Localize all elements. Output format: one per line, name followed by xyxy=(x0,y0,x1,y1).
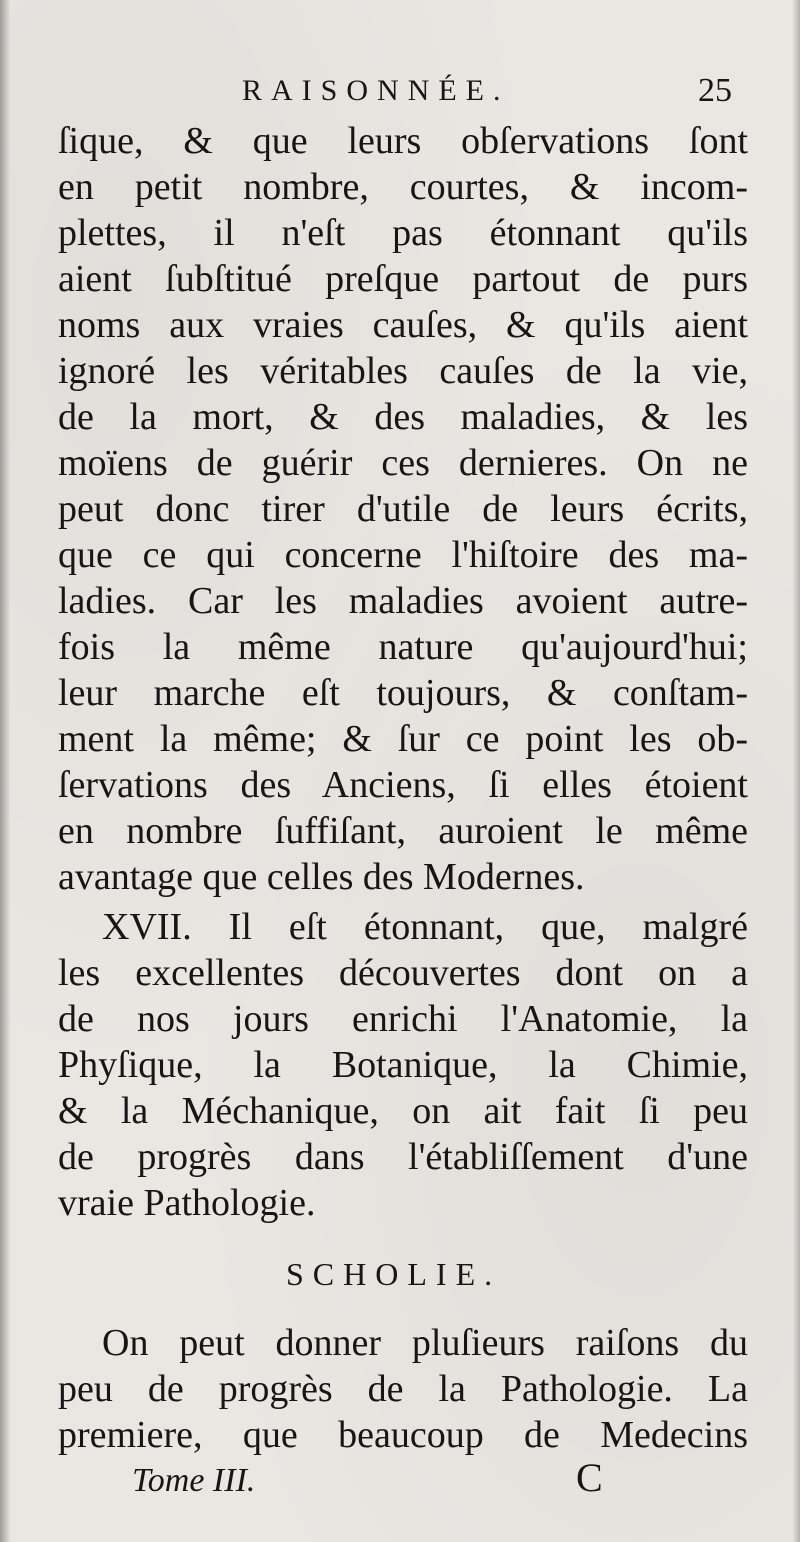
text-line: ladies. Car les maladies avoient autre- xyxy=(58,580,748,622)
signature-mark: C xyxy=(576,1455,603,1500)
text-line: Phyſique, la Botanique, la Chimie, xyxy=(58,1044,748,1086)
text-line: ment la même; & ſur ce point les ob- xyxy=(58,718,748,760)
text-line: fois la même nature qu'aujourd'hui; xyxy=(58,626,748,668)
text-line: ſique, & que leurs obſervations ſont xyxy=(58,120,748,162)
volume-footer: Tome III. xyxy=(132,1462,256,1499)
page-left-edge xyxy=(0,0,10,1542)
text-line: moïens de guérir ces dernieres. On ne xyxy=(58,442,748,484)
text-line: vraie Pathologie. xyxy=(58,1182,316,1224)
scholie-opening-line: On peut donner pluſieurs raiſons du xyxy=(102,1322,748,1364)
text-line: ſervations des Anciens, ſi elles étoient xyxy=(58,764,748,806)
section-heading: SCHOLIE. xyxy=(286,1256,502,1292)
text-line: peu de progrès de la Pathologie. La xyxy=(58,1368,748,1410)
text-line: leur marche eſt toujours, & conſtam- xyxy=(58,672,748,714)
text-line: de nos jours enrichi l'Anatomie, la xyxy=(58,998,748,1040)
text-line: les excellentes découvertes dont on a xyxy=(58,952,748,994)
running-head: RAISONNÉE. xyxy=(242,74,510,107)
text-line: & la Méchanique, on ait fait ſi peu xyxy=(58,1090,748,1132)
text-line: en petit nombre, courtes, & incom- xyxy=(58,166,748,208)
text-line: peut donc tirer d'utile de leurs écrits, xyxy=(58,488,748,530)
text-line: noms aux vraies cauſes, & qu'ils aient xyxy=(58,304,748,346)
article-opening-line: XVII. Il eſt étonnant, que, malgré xyxy=(102,906,748,948)
text-line: que ce qui concerne l'hiſtoire des ma- xyxy=(58,534,748,576)
text-line: de progrès dans l'établiſſement d'une xyxy=(58,1136,748,1178)
page-number: 25 xyxy=(698,72,732,109)
text-line: de la mort, & des maladies, & les xyxy=(58,396,748,438)
page-right-edge xyxy=(792,0,800,1542)
text-line: premiere, que beaucoup de Medecins xyxy=(58,1414,748,1456)
text-line: en nombre ſuffiſant, auroient le même xyxy=(58,810,748,852)
text-line: aient ſubſtitué preſque partout de purs xyxy=(58,258,748,300)
text-line: ignoré les véritables cauſes de la vie, xyxy=(58,350,748,392)
text-line: avantage que celles des Modernes. xyxy=(58,856,585,898)
text-line: plettes, il n'eſt pas étonnant qu'ils xyxy=(58,212,748,254)
